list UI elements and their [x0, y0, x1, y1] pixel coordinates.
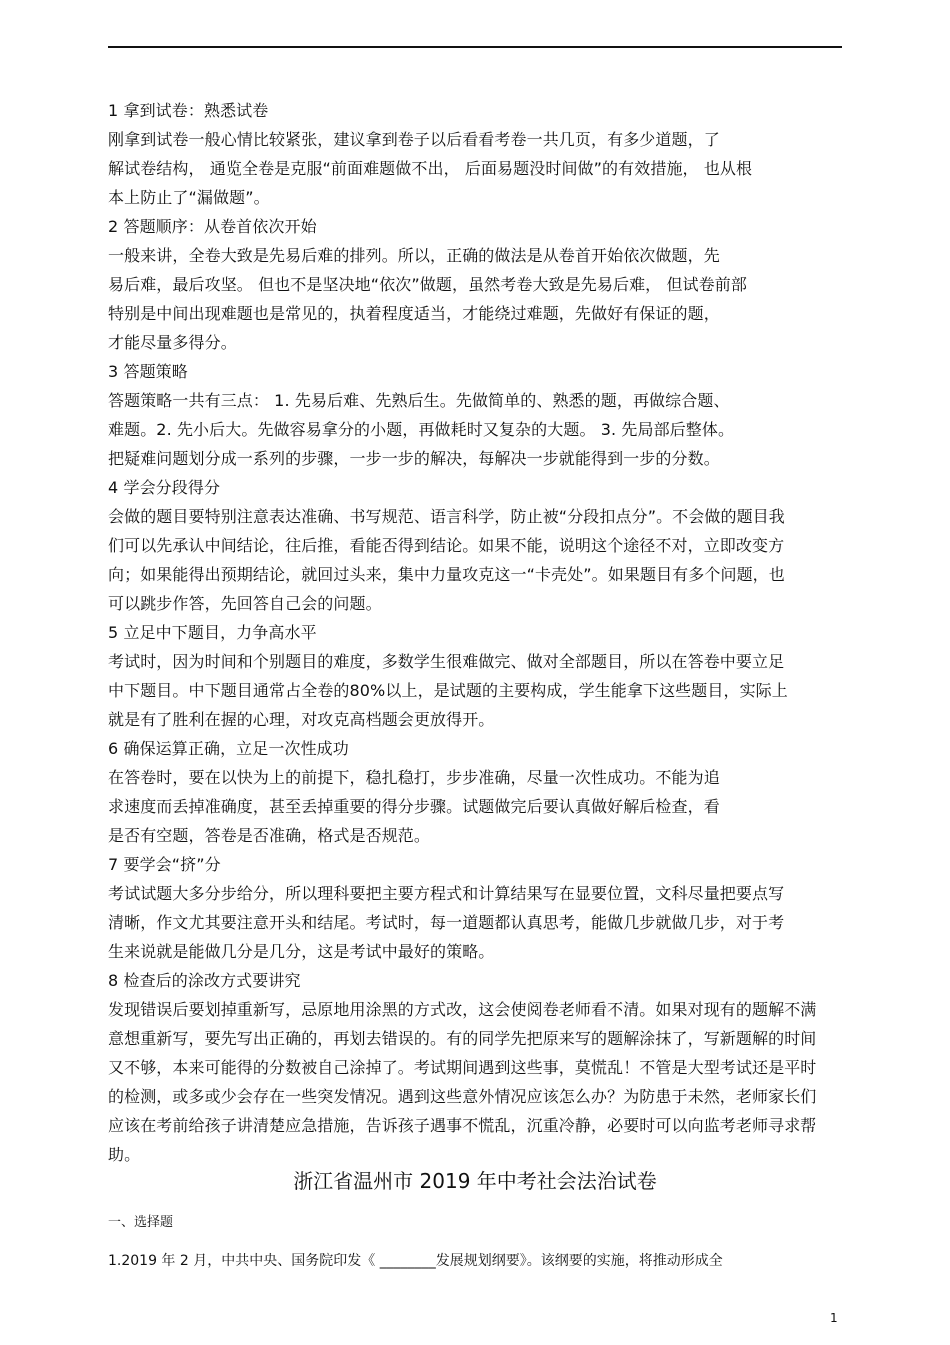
paragraph-line: 助。	[108, 1145, 141, 1164]
paragraph-line: 生来说就是能做几分是几分，这是考试中最好的策略。	[108, 942, 495, 961]
heading-7: 7 要学会“挤”分	[108, 855, 221, 874]
heading-3: 3 答题策略	[108, 362, 188, 381]
paragraph-line: 求速度而丢掉准确度，甚至丢掉重要的得分步骤。试题做完后要认真做好解后检查，看	[108, 797, 720, 816]
paragraph-line: 把疑难问题划分成一系列的步骤，一步一步的解决，每解决一步就能得到一步的分数。	[108, 449, 720, 468]
paragraph-line: 应该在考前给孩子讲清楚应急措施，告诉孩子遇事不慌乱，沉重冷静，必要时可以向监考老师寻求帮	[108, 1116, 817, 1135]
paragraph-line: 考试试题大多分步给分，所以理科要把主要方程式和计算结果写在显要位置，文科尽量把要点写	[108, 884, 785, 903]
heading-4: 4 学会分段得分	[108, 478, 221, 497]
paragraph-line: 在答卷时，要在以快为上的前提下，稳扎稳打，步步准确，尽量一次性成功。不能为追	[108, 768, 720, 787]
paragraph-line: 特别是中间出现难题也是常见的，执着程度适当，才能绕过难题，先做好有保证的题，	[108, 304, 720, 323]
heading-5: 5 立足中下题目，力争高水平	[108, 623, 317, 642]
paragraph-line: 易后难，最后攻坚。 但也不是坚决地“依次”做题，虽然考卷大致是先易后难， 但试卷前部	[108, 275, 747, 294]
heading-1: 1 拿到试卷：熟悉试卷	[108, 101, 269, 120]
paragraph-line: 刚拿到试卷一般心情比较紧张，建议拿到卷子以后看看考卷一共几页，有多少道题，了	[108, 130, 720, 149]
paragraph-line: 解试卷结构， 通览全卷是克服“前面难题做不出， 后面易题没时间做”的有效措施， 也从根	[108, 159, 753, 178]
question-1: 1.2019 年 2 月，中共中央、国务院印发《 ________发展规划纲要》。该纲要的实施，将推动形成全	[108, 1253, 723, 1269]
exam-title: 浙江省温州市 2019 年中考社会法治试卷	[293, 1169, 657, 1193]
heading-8: 8 检查后的涂改方式要讲究	[108, 971, 301, 990]
paragraph-line: 一般来讲，全卷大致是先易后难的排列。所以，正确的做法是从卷首开始依次做题，先	[108, 246, 720, 265]
paragraph-line: 答题策略一共有三点： 1. 先易后难、先熟后生。先做简单的、熟悉的题，再做综合题、	[108, 391, 730, 410]
paragraph-line: 发现错误后要划掉重新写，忌原地用涂黑的方式改，这会使阅卷老师看不清。如果对现有的题解不满	[108, 1000, 817, 1019]
paragraph-line: 才能尽量多得分。	[108, 333, 237, 352]
paragraph-line: 意想重新写，要先写出正确的，再划去错误的。有的同学先把原来写的题解涂抹了，写新题解的时间	[108, 1029, 817, 1048]
paragraph-line: 就是有了胜利在握的心理，对攻克高档题会更放得开。	[108, 710, 495, 729]
paragraph-line: 可以跳步作答，先回答自己会的问题。	[108, 594, 382, 613]
paragraph-line: 是否有空题，答卷是否准确，格式是否规范。	[108, 826, 431, 845]
paragraph-line: 清晰，作文尤其要注意开头和结尾。考试时，每一道题都认真思考，能做几步就做几步，对于考	[108, 913, 785, 932]
header-rule	[108, 46, 842, 48]
paragraph-line: 中下题目。中下题目通常占全卷的80%以上，是试题的主要构成，学生能拿下这些题目，实际上	[108, 681, 788, 700]
paragraph-line: 又不够，本来可能得的分数被自己涂掉了。考试期间遇到这些事，莫慌乱！不管是大型考试还是平时	[108, 1058, 817, 1077]
paragraph-line: 向；如果能得出预期结论，就回过头来，集中力量攻克这一“卡壳处”。如果题目有多个问题，也	[108, 565, 785, 584]
paragraph-line: 会做的题目要特别注意表达准确、书写规范、语言科学，防止被“分段扣点分”。不会做的题目我	[108, 507, 785, 526]
tips-body	[108, 96, 888, 1169]
heading-2: 2 答题顺序：从卷首依次开始	[108, 217, 317, 236]
paragraph-line: 的检测，或多或少会存在一些突发情况。遇到这些意外情况应该怎么办？为防患于未然，老师家长们	[108, 1087, 817, 1106]
paragraph-line: 们可以先承认中间结论，往后推，看能否得到结论。如果不能，说明这个途径不对，立即改变方	[108, 536, 785, 555]
paragraph-line: 难题。2. 先小后大。先做容易拿分的小题，再做耗时又复杂的大题。 3. 先局部后整体。	[108, 420, 735, 439]
section-label: 一、选择题	[108, 1215, 174, 1230]
paragraph-line: 考试时，因为时间和个别题目的难度，多数学生很难做完、做对全部题目，所以在答卷中要立足	[108, 652, 785, 671]
heading-6: 6 确保运算正确，立足一次性成功	[108, 739, 349, 758]
page-number: 1	[830, 1311, 838, 1325]
paragraph-line: 本上防止了“漏做题”。	[108, 188, 270, 207]
